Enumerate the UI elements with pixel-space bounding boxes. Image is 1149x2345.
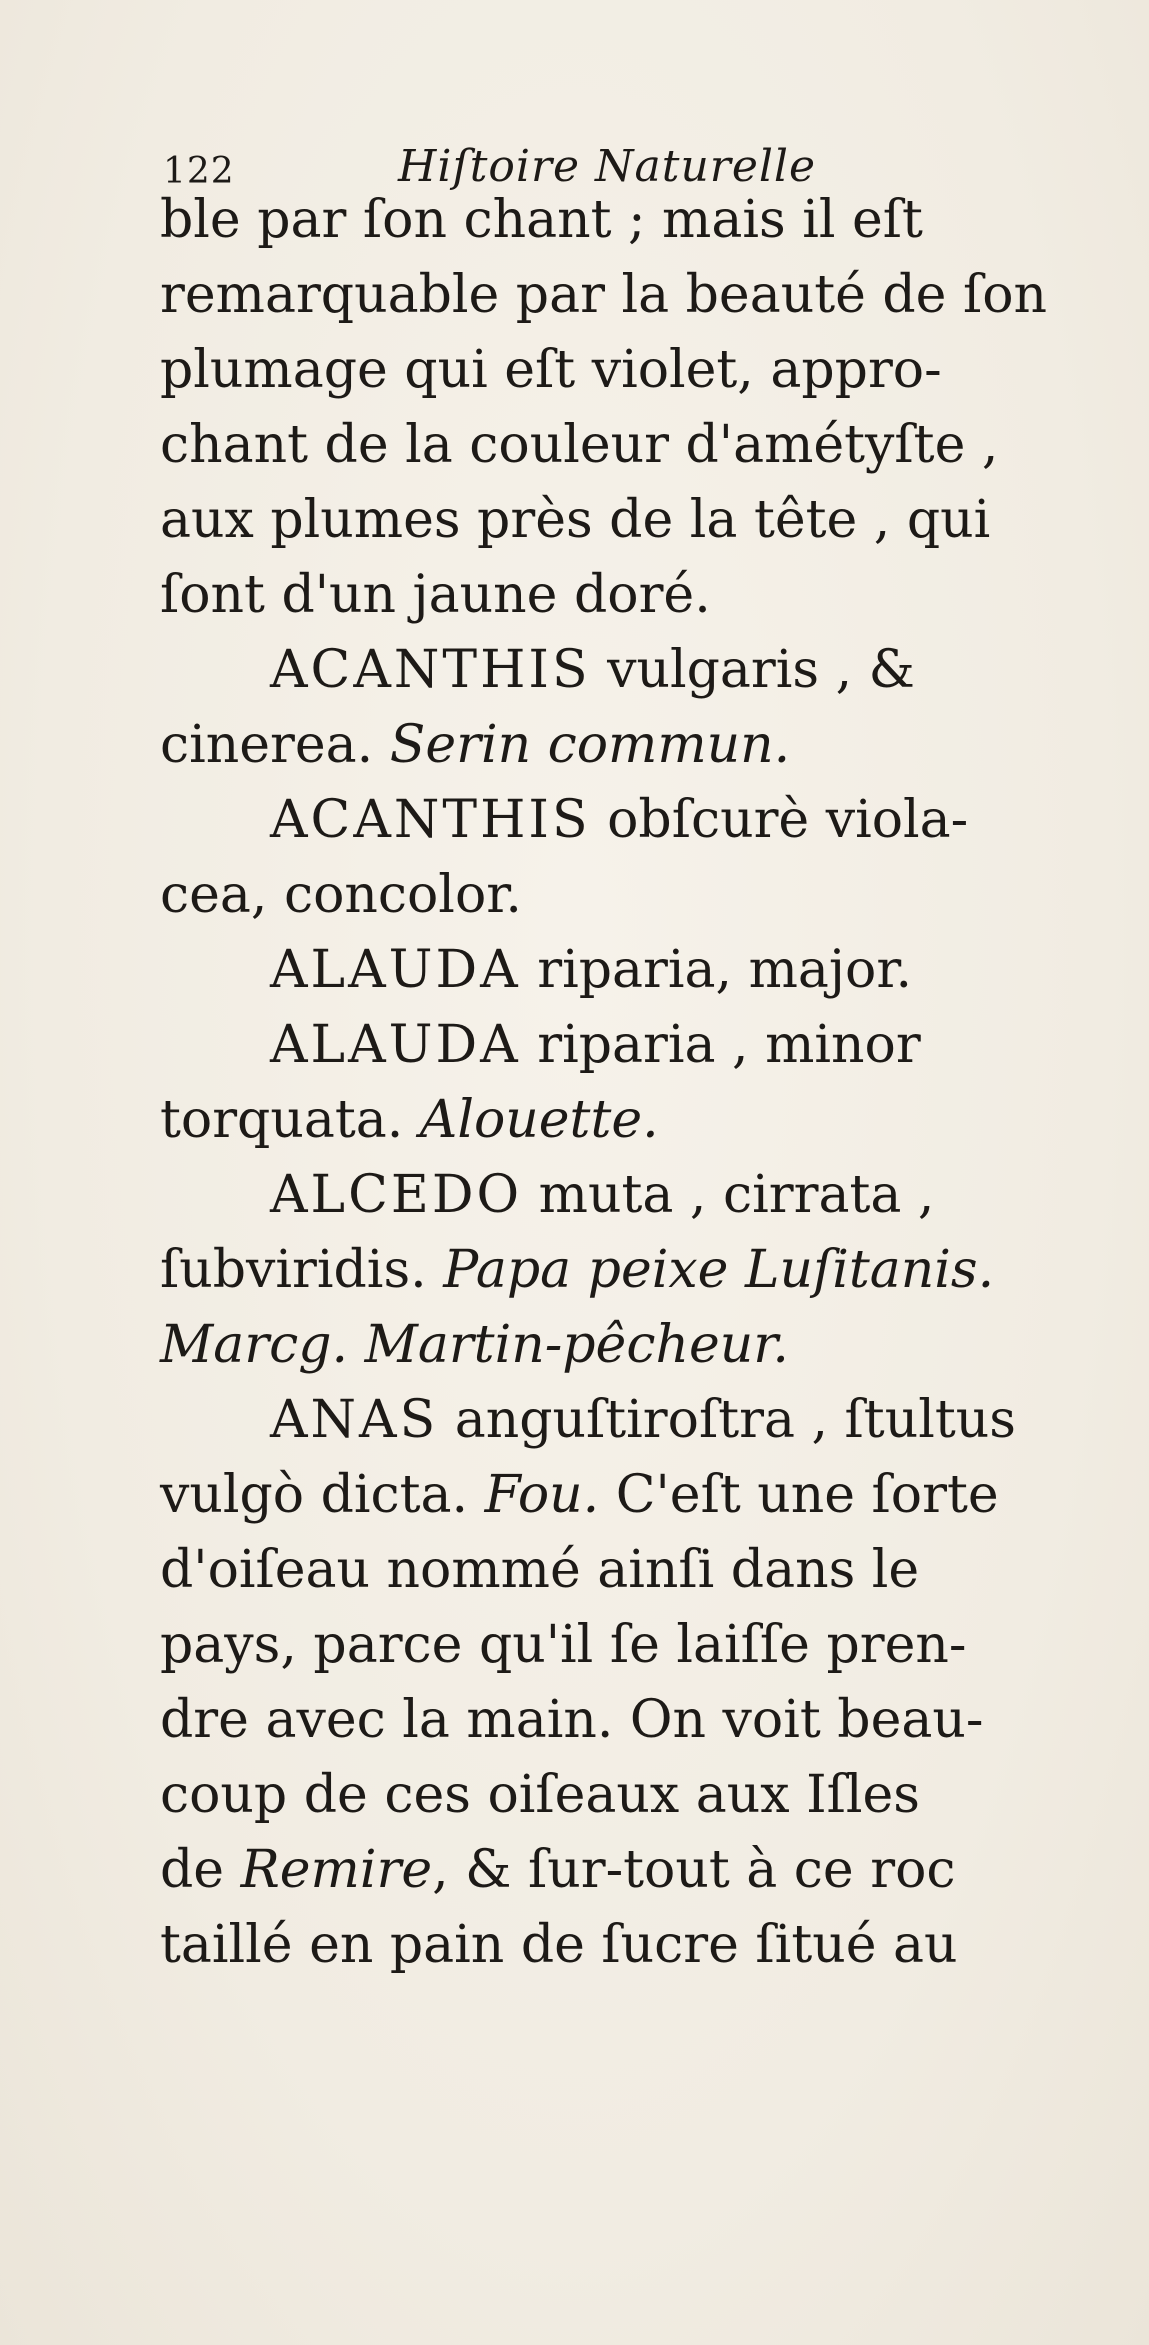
genus-name: ALAUDA [270,940,521,1000]
species-text: torquata. [160,1090,420,1150]
species-text: muta , cirrata , [522,1165,935,1225]
page-number: 122 [163,151,235,192]
genus-name: ACANTHIS [270,640,591,700]
text-line [160,1458,1135,1533]
species-text: riparia , minor [520,1015,921,1075]
genus-name: ANAS [270,1390,439,1450]
text-line: plumage qui eſt violet, appro- [160,340,942,400]
text-line: Marcg. Martin-pêcheur. [160,1315,789,1375]
place-name: Remire [240,1840,433,1900]
species-text: obſcurè viola- [590,790,969,850]
common-name: Fou. [484,1465,600,1525]
species-text: vulgò dicta. [160,1465,485,1525]
text-line: cea, concolor. [160,865,522,925]
species-text: anguſtiroſtra , ſtultus [438,1390,1016,1450]
body-text [160,183,1135,1983]
body-text-run: C'eſt une ſorte [599,1465,999,1525]
text-line [160,708,1135,783]
text-line: chant de la couleur d'amétyſte , [160,415,999,475]
body-text-run: de [160,1840,241,1900]
species-text: ſubviridis. [160,1240,444,1300]
entry-alauda-major [160,933,1135,1008]
text-line: remarquable par la beauté de ſon [160,265,1048,325]
species-text: vulgaris , & [590,640,915,700]
text-line: taillé en pain de ſucre ſitué au [160,1915,958,1975]
text-line: dre avec la main. On voit beau- [160,1690,984,1750]
entry-alcedo [160,1158,1135,1233]
common-name: Papa peixe Luſitanis. [443,1240,995,1300]
text-line: pays, parce qu'il ſe laiſſe pren- [160,1615,967,1675]
text-line [160,1233,1135,1308]
species-text: riparia, major. [520,940,912,1000]
text-line [160,1833,1135,1908]
text-line: ble par ſon chant ; mais il eſt [160,190,923,250]
running-title: Hiſtoire Naturelle [398,141,817,192]
text-line [160,1083,1135,1158]
genus-name: ALCEDO [270,1165,523,1225]
text-line: coup de ces oiſeaux aux Iſles [160,1765,920,1825]
body-text-run: , & ſur-tout à ce roc [432,1840,956,1900]
text-line: ſont d'un jaune doré. [160,565,711,625]
genus-name: ALAUDA [270,1015,521,1075]
text-line: d'oiſeau nommé ainſi dans le [160,1540,920,1600]
entry-acanthis-vulgaris [160,633,1135,708]
common-name: Serin commun. [389,715,791,775]
text-line: aux plumes près de la tête , qui [160,490,991,550]
species-text: cinerea. [160,715,390,775]
common-name: Alouette. [419,1090,659,1150]
entry-acanthis-obscure [160,783,1135,858]
entry-alauda-minor [160,1008,1135,1083]
entry-anas [160,1383,1135,1458]
genus-name: ACANTHIS [270,790,591,850]
